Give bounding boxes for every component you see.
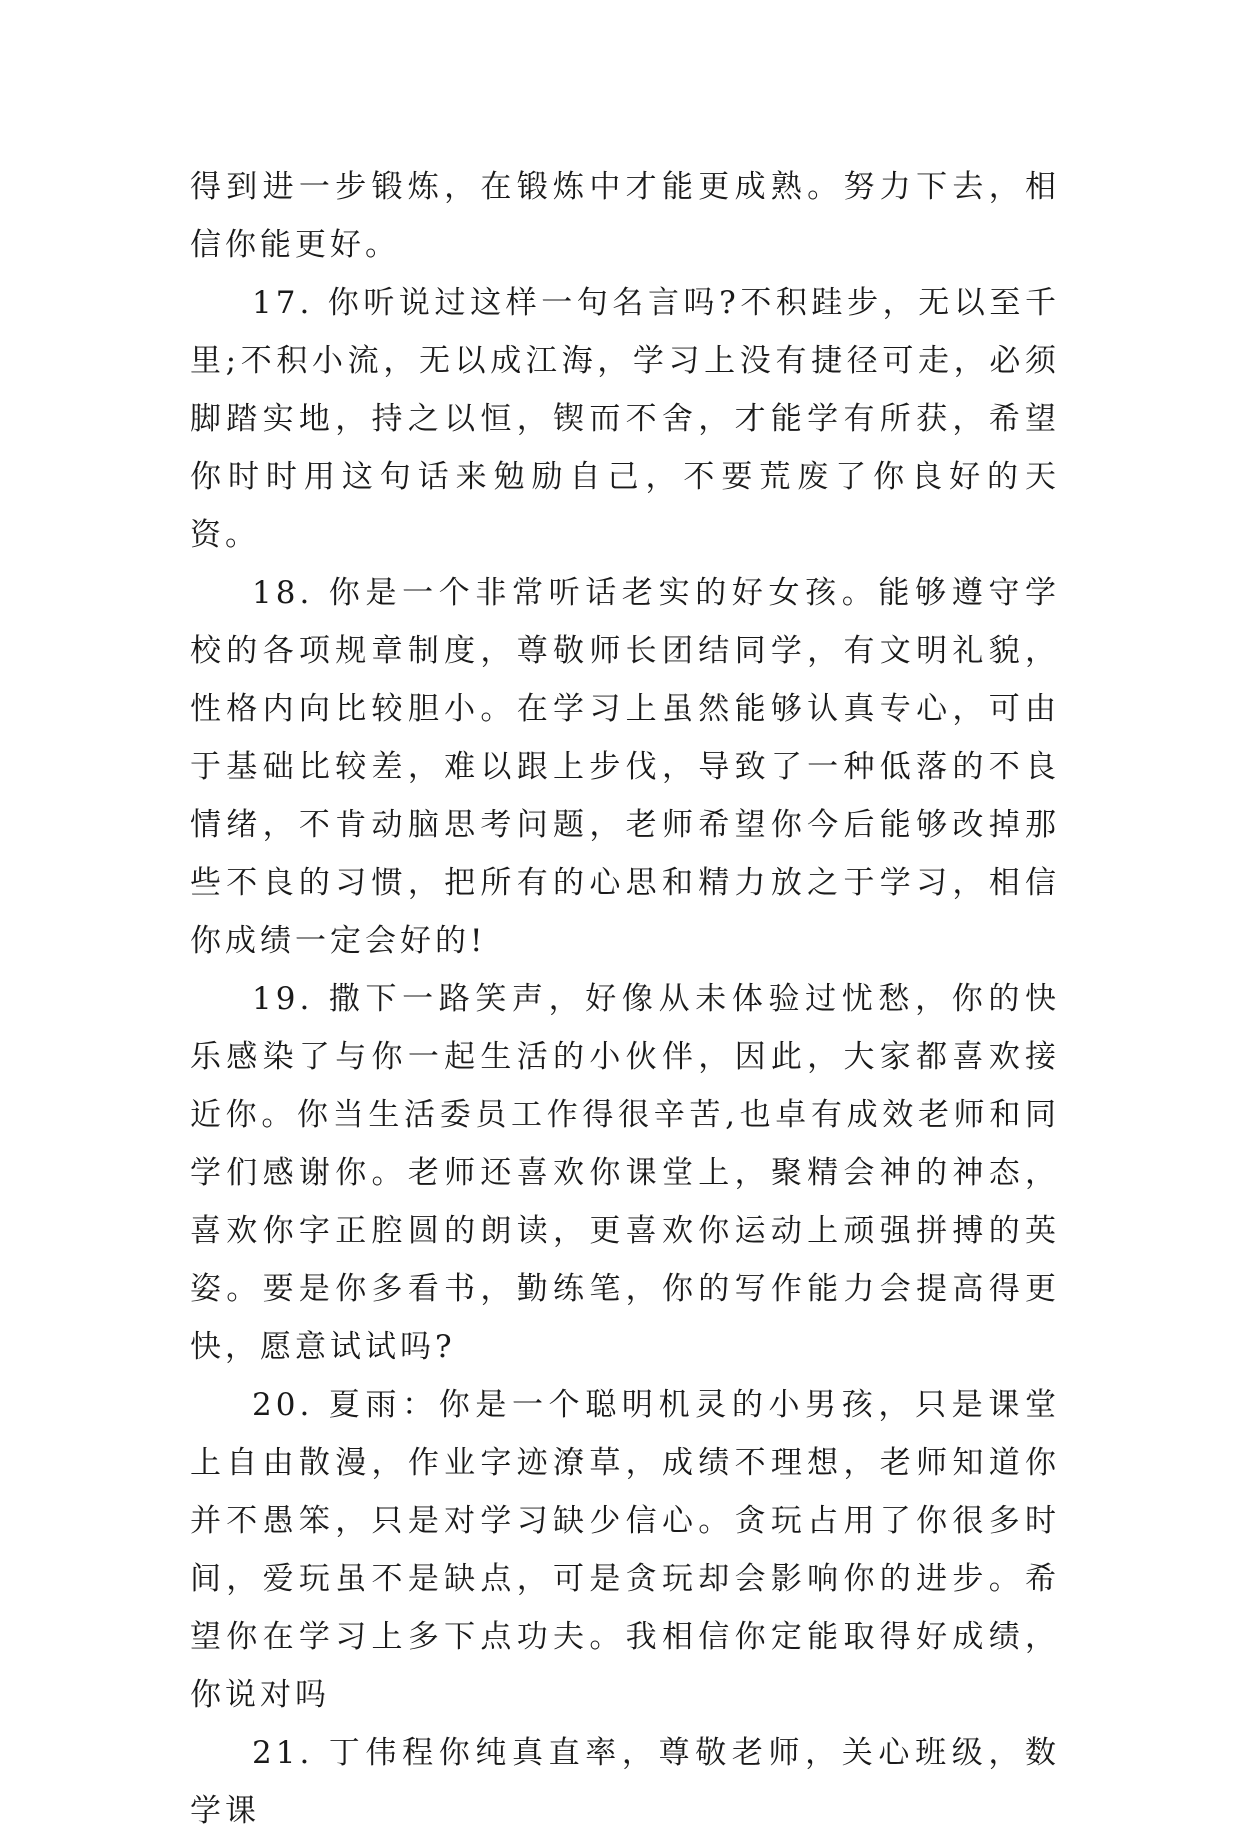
- paragraph-18: 18. 你是一个非常听话老实的好女孩。能够遵守学校的各项规章制度，尊敬师长团结同学，有文明礼貌，性格内向比较胆小。在学习上虽然能够认真专心，可由于基础比较差，难以跟上步伐，导致了一种低落的不良情绪，不肯动脑思考问题，老师希望你今后能够改掉那些不良的习惯，把所有的心思和精力放之于学习，相信你成绩一定会好的!: [190, 575, 1060, 959]
- paragraph-21: 21. 丁伟程你纯真直率，尊敬老师，关心班级，数学课: [190, 1735, 1060, 1829]
- paragraph-17: 17. 你听说过这样一句名言吗?不积跬步，无以至千里;不积小流，无以成江海，学习上没有捷径可走，必须脚踏实地，持之以恒，锲而不舍，才能学有所获，希望你时时用这句话来勉励自己，不要荒废了你良好的天资。: [190, 285, 1060, 553]
- paragraph-20: 20. 夏雨：你是一个聪明机灵的小男孩，只是课堂上自由散漫，作业字迹潦草，成绩不理想，老师知道你并不愚笨，只是对学习缺少信心。贪玩占用了你很多时间，爱玩虽不是缺点，可是贪玩却会影响你的进步。希望你在学习上多下点功夫。我相信你定能取得好成绩，你说对吗: [190, 1387, 1060, 1713]
- document-body: [190, 158, 1060, 1840]
- paragraph-19: 19. 撒下一路笑声，好像从未体验过忧愁，你的快乐感染了与你一起生活的小伙伴，因此，大家都喜欢接近你。你当生活委员工作得很辛苦,也卓有成效老师和同学们感谢你。老师还喜欢你课堂上，聚精会神的神态，喜欢你字正腔圆的朗读，更喜欢你运动上顽强拼搏的英姿。要是你多看书，勤练笔，你的写作能力会提高得更快，愿意试试吗?: [190, 981, 1060, 1365]
- paragraph-16-continued: 得到进一步锻炼，在锻炼中才能更成熟。努力下去，相信你能更好。: [190, 169, 1060, 263]
